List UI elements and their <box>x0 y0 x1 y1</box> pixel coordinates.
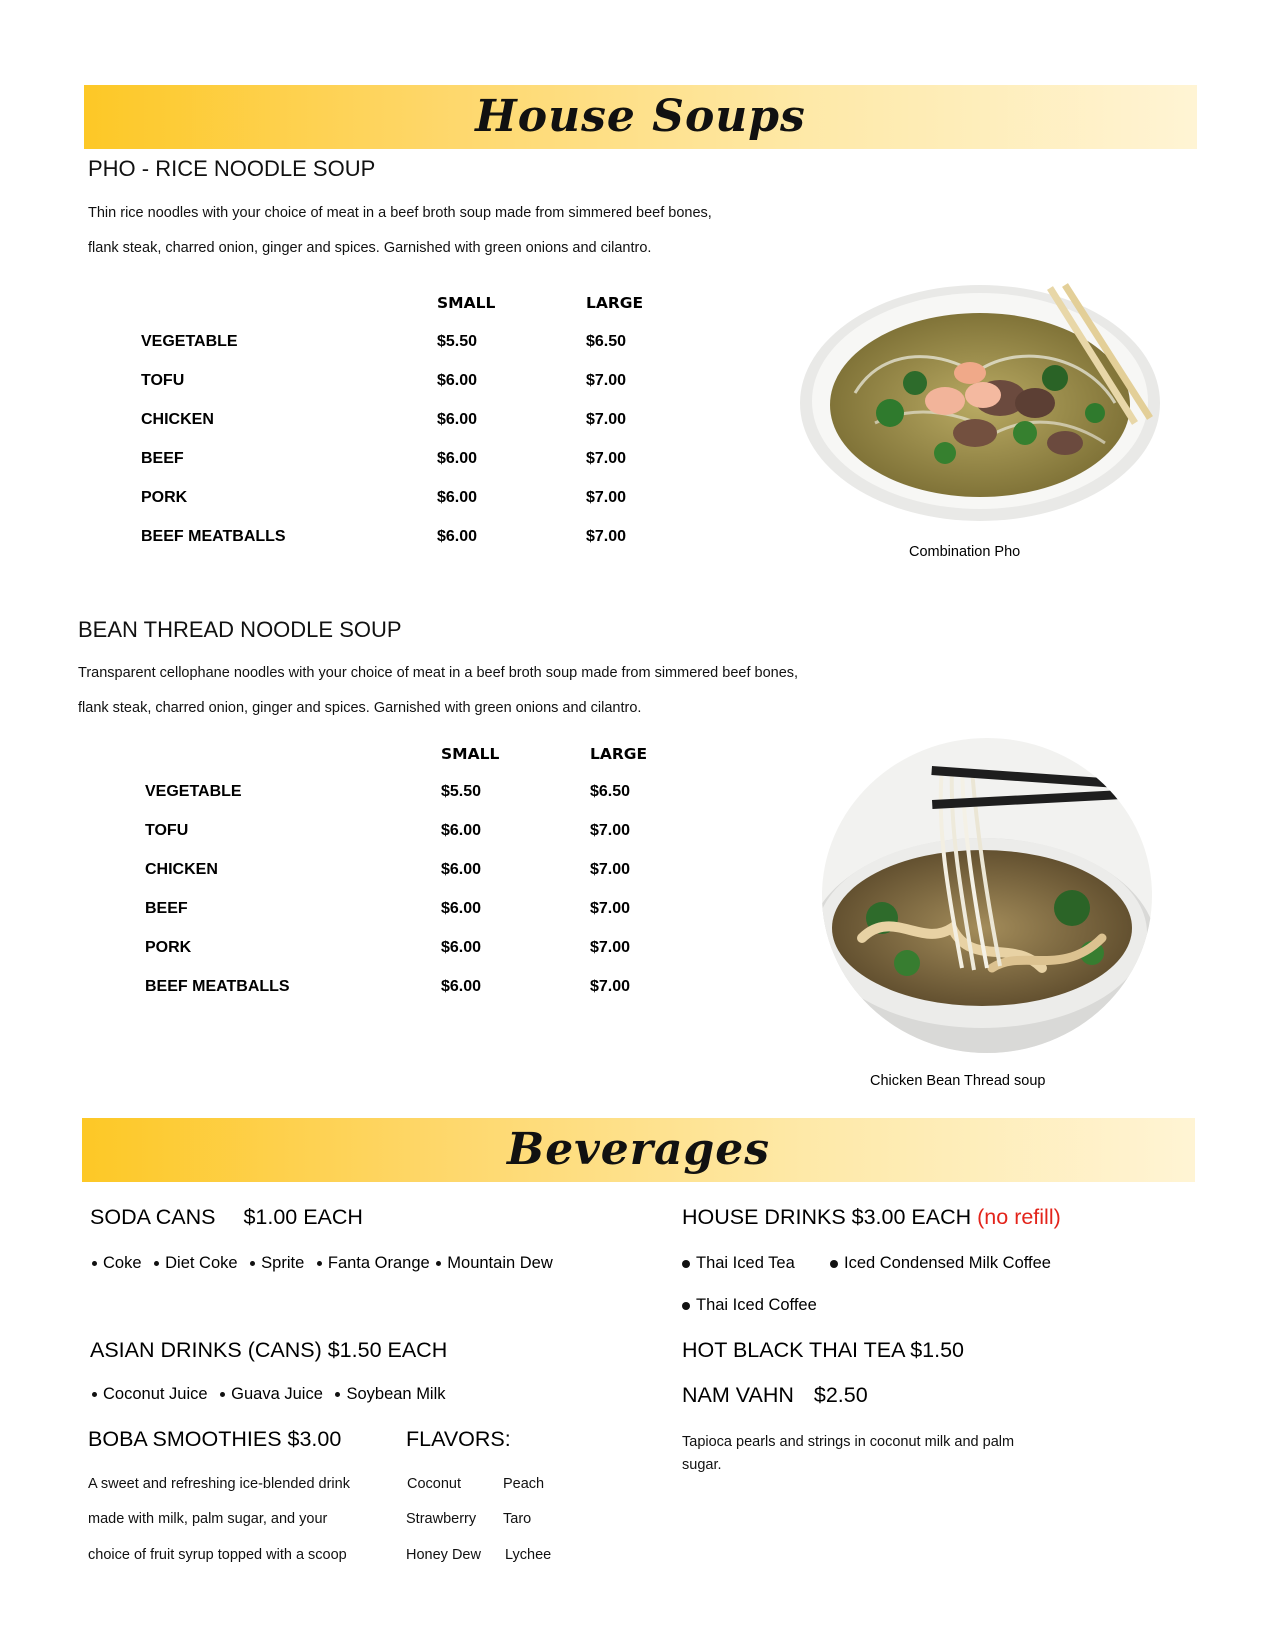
boba-smoothies-title: BOBA SMOOTHIES $3.00 <box>88 1427 342 1451</box>
chicken-bean-thread-photo <box>822 738 1152 1053</box>
pho-row-small: $6.00 <box>437 450 478 467</box>
bullet-icon <box>317 1261 322 1266</box>
pho-row-large: $7.00 <box>586 450 627 467</box>
soda-item: Coke <box>103 1254 142 1272</box>
flavor-item: Peach <box>503 1476 545 1492</box>
pho-row-large: $6.50 <box>586 333 627 350</box>
bullet-icon <box>154 1261 159 1266</box>
bean-row-large: $7.00 <box>590 822 631 839</box>
bean-row-name: BEEF <box>145 900 188 917</box>
bean-thread-bowl-illustration <box>822 738 1152 1053</box>
bean-row-small: $6.00 <box>441 822 482 839</box>
bean-row-small: $6.00 <box>441 978 482 995</box>
bullet-icon <box>436 1261 441 1266</box>
bean-row-large: $7.00 <box>590 939 631 956</box>
pho-row-name: PORK <box>141 489 188 506</box>
bullet-icon <box>220 1392 225 1397</box>
bean-thread-title: BEAN THREAD NOODLE SOUP <box>78 617 402 642</box>
bean-row-small: $6.00 <box>441 939 482 956</box>
house-drink-item: Iced Condensed Milk Coffee <box>844 1254 1051 1272</box>
chicken-bean-thread-caption: Chicken Bean Thread soup <box>870 1073 1046 1089</box>
boba-desc-line2: made with milk, palm sugar, and your <box>88 1511 328 1527</box>
pho-row-name: VEGETABLE <box>141 333 238 350</box>
pho-row-small: $6.00 <box>437 489 478 506</box>
beverages-banner <box>82 1118 1195 1182</box>
bean-row-name: VEGETABLE <box>145 783 242 800</box>
nam-vahn-heading <box>682 1383 868 1408</box>
house-drink-3 <box>680 1296 817 1315</box>
soda-item: Mountain Dew <box>447 1254 553 1272</box>
pho-row-large: $7.00 <box>586 372 627 389</box>
no-refill-note: (no refill) <box>977 1205 1061 1229</box>
pho-col-small: SMALL <box>437 294 496 312</box>
pho-row-small: $6.00 <box>437 372 478 389</box>
bean-thread-desc-line2: flank steak, charred onion, ginger and spices. Garnished with green onions and cilantro. <box>78 700 642 716</box>
pho-row-large: $7.00 <box>586 528 627 545</box>
asian-drink-item: Coconut Juice <box>103 1385 208 1403</box>
flavor-item: Coconut <box>407 1476 462 1492</box>
bullet-icon <box>250 1261 255 1266</box>
beverages-title: Beverages <box>507 1124 770 1175</box>
pho-title: PHO - RICE NOODLE SOUP <box>88 156 376 181</box>
bean-row-name: BEEF MEATBALLS <box>145 978 290 995</box>
pho-bowl-illustration <box>795 283 1170 528</box>
bullet-icon <box>830 1260 838 1268</box>
soda-cans-title: SODA CANS <box>90 1205 216 1229</box>
bullet-icon <box>682 1302 690 1310</box>
bean-row-small: $5.50 <box>441 783 482 800</box>
house-drink-1 <box>680 1254 795 1273</box>
house-soups-banner <box>84 85 1197 149</box>
flavor-item: Taro <box>503 1511 532 1527</box>
pho-row-name: BEEF MEATBALLS <box>141 528 286 545</box>
house-soups-title: House Soups <box>475 91 806 142</box>
house-drink-item: Thai Iced Tea <box>696 1254 795 1272</box>
nam-vahn-desc-line1: Tapioca pearls and strings in coconut milk and palm <box>682 1434 1015 1450</box>
boba-desc-line3: choice of fruit syrup topped with a scoop <box>88 1547 347 1563</box>
bullet-icon <box>682 1260 690 1268</box>
pho-desc-line1: Thin rice noodles with your choice of meat in a beef broth soup made from simmered beef bones, <box>88 205 712 221</box>
flavor-item: Lychee <box>505 1547 552 1563</box>
hot-black-thai-tea: HOT BLACK THAI TEA $1.50 <box>682 1338 965 1362</box>
bullet-icon <box>92 1261 97 1266</box>
nam-vahn-title: NAM VAHN <box>682 1383 794 1407</box>
house-drinks-heading <box>682 1205 1061 1230</box>
boba-desc-line1: A sweet and refreshing ice-blended drink <box>88 1476 350 1492</box>
house-drink-item: Thai Iced Coffee <box>696 1296 817 1314</box>
bean-row-name: PORK <box>145 939 192 956</box>
soda-cans-price: $1.00 EACH <box>243 1205 363 1229</box>
asian-drinks-title: ASIAN DRINKS (CANS) $1.50 EACH <box>90 1338 448 1362</box>
bean-row-name: TOFU <box>145 822 189 839</box>
soda-cans-heading <box>90 1205 363 1230</box>
pho-row-small: $6.00 <box>437 528 478 545</box>
house-drink-2 <box>826 1254 1051 1273</box>
bean-row-small: $6.00 <box>441 900 482 917</box>
pho-col-large: LARGE <box>586 294 644 312</box>
pho-row-large: $7.00 <box>586 489 627 506</box>
flavor-item: Honey Dew <box>406 1547 481 1563</box>
soda-item: Fanta Orange <box>327 1254 430 1272</box>
bean-row-large: $6.50 <box>590 783 631 800</box>
combination-pho-photo <box>795 283 1170 528</box>
bean-thread-desc-line1: Transparent cellophane noodles with your choice of meat in a beef broth soup made from simmered beef bones, <box>78 665 799 681</box>
bean-row-small: $6.00 <box>441 861 482 878</box>
pho-desc-line2: flank steak, charred onion, ginger and spices. Garnished with green onions and cilantro. <box>88 240 652 256</box>
flavors-title: FLAVORS: <box>406 1427 511 1451</box>
asian-drink-item: Guava Juice <box>231 1385 323 1403</box>
house-drinks-title: HOUSE DRINKS $3.00 EACH <box>682 1205 972 1229</box>
pho-row-name: TOFU <box>141 372 185 389</box>
bean-col-small: SMALL <box>441 745 500 763</box>
pho-row-name: CHICKEN <box>141 411 214 428</box>
bullet-icon <box>92 1392 97 1397</box>
bean-row-name: CHICKEN <box>145 861 218 878</box>
nam-vahn-price: $2.50 <box>813 1383 868 1407</box>
bean-row-large: $7.00 <box>590 978 631 995</box>
soda-item: Sprite <box>261 1254 305 1272</box>
pho-row-small: $5.50 <box>437 333 478 350</box>
combination-pho-caption: Combination Pho <box>909 544 1021 560</box>
soda-cans-list <box>88 1254 553 1273</box>
bullet-icon <box>335 1392 340 1397</box>
soda-item: Diet Coke <box>165 1254 238 1272</box>
pho-row-small: $6.00 <box>437 411 478 428</box>
asian-drinks-list <box>88 1385 446 1404</box>
nam-vahn-desc-line2: sugar. <box>682 1457 722 1473</box>
asian-drink-item: Soybean Milk <box>346 1385 446 1403</box>
bean-row-large: $7.00 <box>590 861 631 878</box>
flavor-item: Strawberry <box>406 1511 477 1527</box>
pho-row-name: BEEF <box>141 450 184 467</box>
pho-row-large: $7.00 <box>586 411 627 428</box>
bean-col-large: LARGE <box>590 745 648 763</box>
bean-row-large: $7.00 <box>590 900 631 917</box>
